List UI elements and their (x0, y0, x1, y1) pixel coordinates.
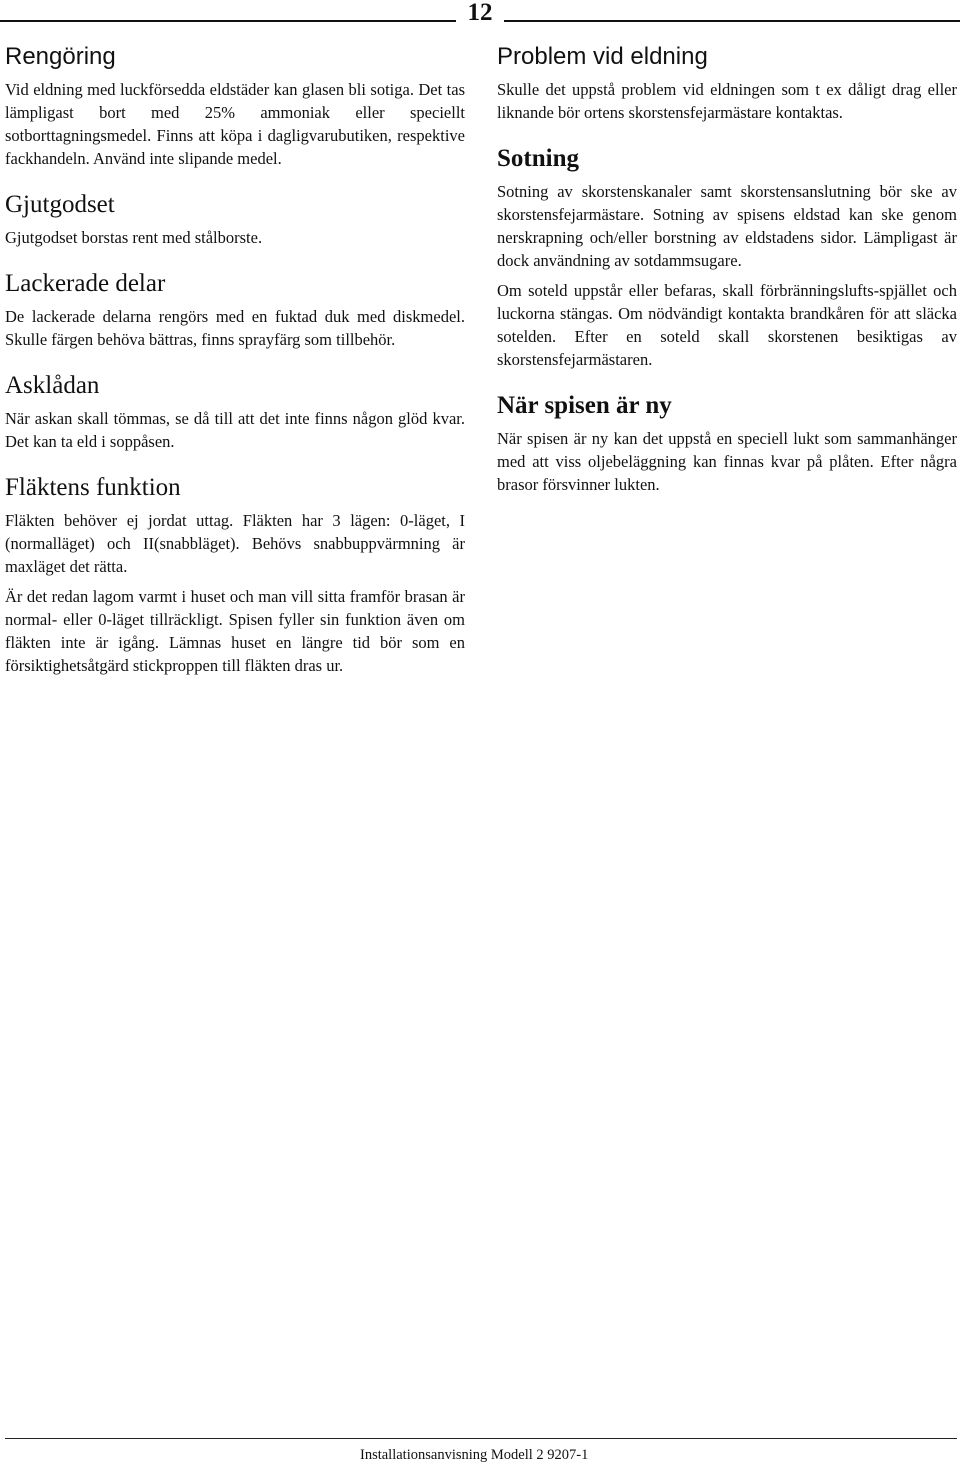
section (5, 369, 465, 453)
section-paragraph: När askan skall tömmas, se då till att det inte finns någon glöd kvar. Det kan ta eld i soppåsen. (5, 409, 465, 451)
section-paragraph: De lackerade delarna rengörs med en fuktad duk med diskmedel. Skulle färgen behöva bättras, finns sprayfärg som tillbehör. (5, 307, 465, 349)
section (5, 40, 465, 170)
section (497, 142, 957, 371)
section-paragraph: Är det redan lagom varmt i huset och man vill sitta framför brasan är normal- eller 0-läget tillräckligt. Spisen fyller sin funktion även om fläkten inte är igång. Lämnas huset en längre tid bör som en försiktighetsåtgärd stickproppen till fläkten dras ur. (5, 587, 465, 675)
section-heading: Problem vid eldning (497, 43, 708, 70)
header-rule-left (0, 20, 456, 22)
section (5, 267, 465, 351)
section-paragraph: Om soteld uppstår eller befaras, skall förbränningslufts-spjället och luckorna stängas. Om nödvändigt kontakta brandkåren för att släcka sotelden. Efter en soteld skall skorstenen besiktigas av skorstensfejarmästaren. (497, 281, 957, 369)
section-heading: Gjutgodset (5, 191, 115, 218)
section-paragraph: Vid eldning med luckförsedda eldstäder kan glasen bli sotiga. Det tas lämpligast bort med 25% ammoniak eller speciellt sotborttagningsmedel. Finns att köpa i dagligvarubutiken, respektive fackhandeln. Använd inte slipande medel. (5, 80, 465, 168)
section (5, 471, 465, 677)
section-paragraph: Gjutgodset borstas rent med stålborste. (5, 228, 263, 247)
section (497, 40, 957, 124)
footer-text: Installationsanvisning Modell 2 9207-1 (360, 1447, 589, 1463)
section-heading: Asklådan (5, 372, 100, 399)
section-heading: Rengöring (5, 43, 116, 70)
section-heading: Lackerade delar (5, 270, 166, 297)
section-paragraph: När spisen är ny kan det uppstå en speciell lukt som sammanhänger med att viss oljebeläggning kan finnas kvar på plåten. Efter några brasor försvinner lukten. (497, 429, 957, 494)
left-column (5, 40, 465, 695)
section-paragraph: Skulle det uppstå problem vid eldningen som t ex dåligt drag eller liknande bör ortens skorstensfejarmästare kontaktas. (497, 80, 957, 122)
header-rule-right (504, 20, 960, 22)
section (497, 389, 957, 496)
page-number: 12 (467, 0, 493, 26)
section-heading: Fläktens funktion (5, 474, 181, 501)
section-paragraph: Sotning av skorstenskanaler samt skorstensanslutning bör ske av skorstensfejarmästare. Sotning av spisens eldstad kan ske genom nerskrapning och/eller borstning av eldstadens sidor. Lämpligast är dock användning av sotdammsugare. (497, 182, 957, 270)
footer-rule (5, 1438, 957, 1439)
right-column (497, 40, 957, 514)
section (5, 188, 465, 249)
section-heading: Sotning (497, 145, 579, 172)
section-paragraph: Fläkten behöver ej jordat uttag. Fläkten har 3 lägen: 0-läget, I (normalläget) och II(snabbläget). Behövs snabbuppvärmning är maxläget det rätta. (5, 511, 465, 576)
section-heading: När spisen är ny (497, 392, 672, 419)
